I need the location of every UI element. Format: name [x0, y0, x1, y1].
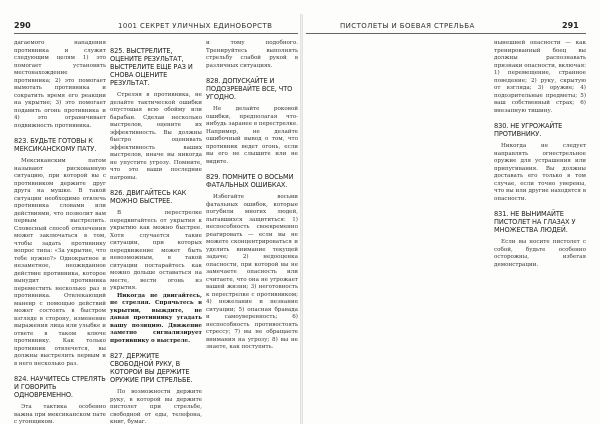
section-heading: 829. ПОМНИТЕ О ВОСЬМИ ФАТАЛЬНЫХ ОШИБКАХ. [206, 173, 294, 189]
right-header-rule [306, 33, 586, 34]
section-heading: 828. ДОПУСКАЙТЕ И ПОДОЗРЕВАЙТЕ ВСЕ, ЧТО УГОДНО. [206, 77, 293, 101]
body-paragraph: По возможности держите руку, в которой вы держите пистолет при стрельбе, свободной от еды, телефона, книг, бумаг. [110, 389, 202, 425]
section-heading: 823. БУДЬТЕ ГОТОВЫ К МЕКСИКАНСКОМУ ПАТУ. [14, 137, 97, 153]
left-page-number: 290 [14, 21, 31, 30]
book-gutter [300, 14, 303, 424]
body-paragraph: Мексиканским патом называют рискованную ситуацию, при которой вы с противником держите друг друга на мушке. В такой ситуации необходимо отвлечь противника словами или действиями, что позволит вам первым выстрелить. Словесный способ отвлечения может заключаться в том, чтобы задать противнику вопрос типа: «За укрытие, что тебе нужно?» Однократное и незаметное, неожиданное действие противника, которое вынудит противника переместить несколько раз в противника. Отвлекающий маневр с помощью действий может состоять в быстром взгляде в сторону, изменение выражения лица или улыбке и ответе в таком ключе противнику. Как только противник отвлечется, вы должны выстрелить первым и в него несколько раз. [14, 158, 106, 367]
right-page-number: 291 [562, 21, 579, 30]
body-paragraph: Эта тактика особенно важна при мексиканском пате с угонщиком. [14, 404, 106, 425]
right-running-header: ПИСТОЛЕТЫ И БОЕВАЯ СТРЕЛЬБА [340, 22, 475, 30]
section-heading: 825. ВЫСТРЕЛИТЕ, ОЦЕНИТЕ РЕЗУЛЬТАТ, ВЫСТРЕЛИТЕ ЕЩЕ РАЗ И СНОВА ОЦЕНИТЕ РЕЗУЛЬТАТ. [110, 47, 193, 87]
body-paragraph: и тому подобного. Тренируйтесь выполнять стрельбу слабой рукой в различных ситуациях. [206, 40, 298, 69]
left-column-3 [206, 40, 298, 420]
left-column-1 [14, 40, 106, 425]
left-column-2 [110, 40, 202, 425]
section-heading: 830. НЕ УГРОЖАЙТЕ ПРОТИВНИКУ. [494, 122, 563, 138]
body-paragraph: нынешней опасности — как тренированный боец вы должны распознавать признаки опасности, включая: 1) перемещение, странное поведение; 2) руку, скрытую от взгляда; 3) оружие; 4) подозрительные предметы; 5) ваш собственный страх; 6) внезапную тишину. [494, 40, 586, 114]
section-heading: 826. ДВИГАЙТЕСЬ КАК МОЖНО БЫСТРЕЕ. [110, 189, 187, 205]
body-paragraph: Стреляя в противника, не делайте тактической ошибки опустошая всю обойму или барабан. Сделав несколько выстрелов, оцените их эффективность. Вы должны быстро оценивать эффективность ваших выстрелов, иначе вы никогда не упустите угрозу. Помните, что это ваши последние патроны. [110, 92, 202, 181]
body-paragraph: дагаемого нападения противника и служит следующим целям 1) это помогает установить местонахождение противника; 2) это помогает вымотать противника и сократить время его реакции на укрытие; 3) это помогает подавить огонь противника и 4) это ограничивает подвижность противника. [14, 40, 106, 129]
body-paragraph: Если вы носите пистолет с собой, будьте особенно осторожны, избегая демонстрации. [494, 239, 586, 268]
left-running-header: 1001 СЕКРЕТ УЛИЧНЫХ ЕДИНОБОРСТВ [118, 22, 273, 30]
right-column [494, 40, 586, 420]
body-paragraph: Не делайте роковой ошибки, предполагая что-нибудь заранее в перестрелке. Например, не делайте ошибочный вывод о том, что противник ведет огонь, если вы его не слышите или не видите. [206, 106, 298, 165]
body-paragraph: Никогда не следует направлять огнестрельное оружие для устрашения или припугивания. Вы должны доставать его только в том случае, если точно уверены, что вы или другие находятся в опасности. [494, 143, 586, 202]
left-header-rule [14, 33, 298, 34]
body-paragraph: В перестрелке передвигайтесь от укрытия к укрытию как можно быстрее. Хотя случается такие ситуации, при которых передвижение может быть невозможным, в такой ситуации постарайтесь как можно дольше оставаться на месте, вести огонь из укрытия. [110, 210, 202, 291]
section-heading: 831. НЕ ВЫНИМАЙТЕ ПИСТОЛЕТ НА ГЛАЗАХ У МНОЖЕСТВА ЛЮДЕЙ. [494, 210, 576, 234]
body-paragraph: Избегайте восьми фатальных ошибок, которые погубили многих людей, пытавшихся защититься: 1) неспособность своевременно реагировать — если вы не можете сконцентрироваться и уделить внимание текущей задаче; 2) недооценка опасности, при которой вы не замечаете опасность или считаете, что она не угрожает вашей жизни; 3) неготовность к перестрелке с противником; 4) нежелание и незнание ситуации; 5) опасная бравада и самоуверенность; 6) неспособность противостоять стрессу; 7) вы не обращаете внимания на угрозу; 8) вы не знаете, как поступить. [206, 194, 298, 350]
section-heading: 827. ДЕРЖИТЕ СВОБОДНОЙ РУКУ, В КОТОРОЙ ВЫ ДЕРЖИТЕ ОРУЖИЕ ПРИ СТРЕЛЬБЕ. [110, 352, 193, 384]
body-paragraph: Никогда не двигайтесь, не стреляя. Спрячьтесь в укрытии, выждите, не давая противнику угадать вашу позицию. Движение заметно сигнализирует противнику о выстреле. [110, 292, 202, 344]
section-heading: 824. НАУЧИТЕСЬ СТРЕЛЯТЬ И ГОВОРИТЬ ОДНОВРЕМЕННО. [14, 375, 106, 399]
